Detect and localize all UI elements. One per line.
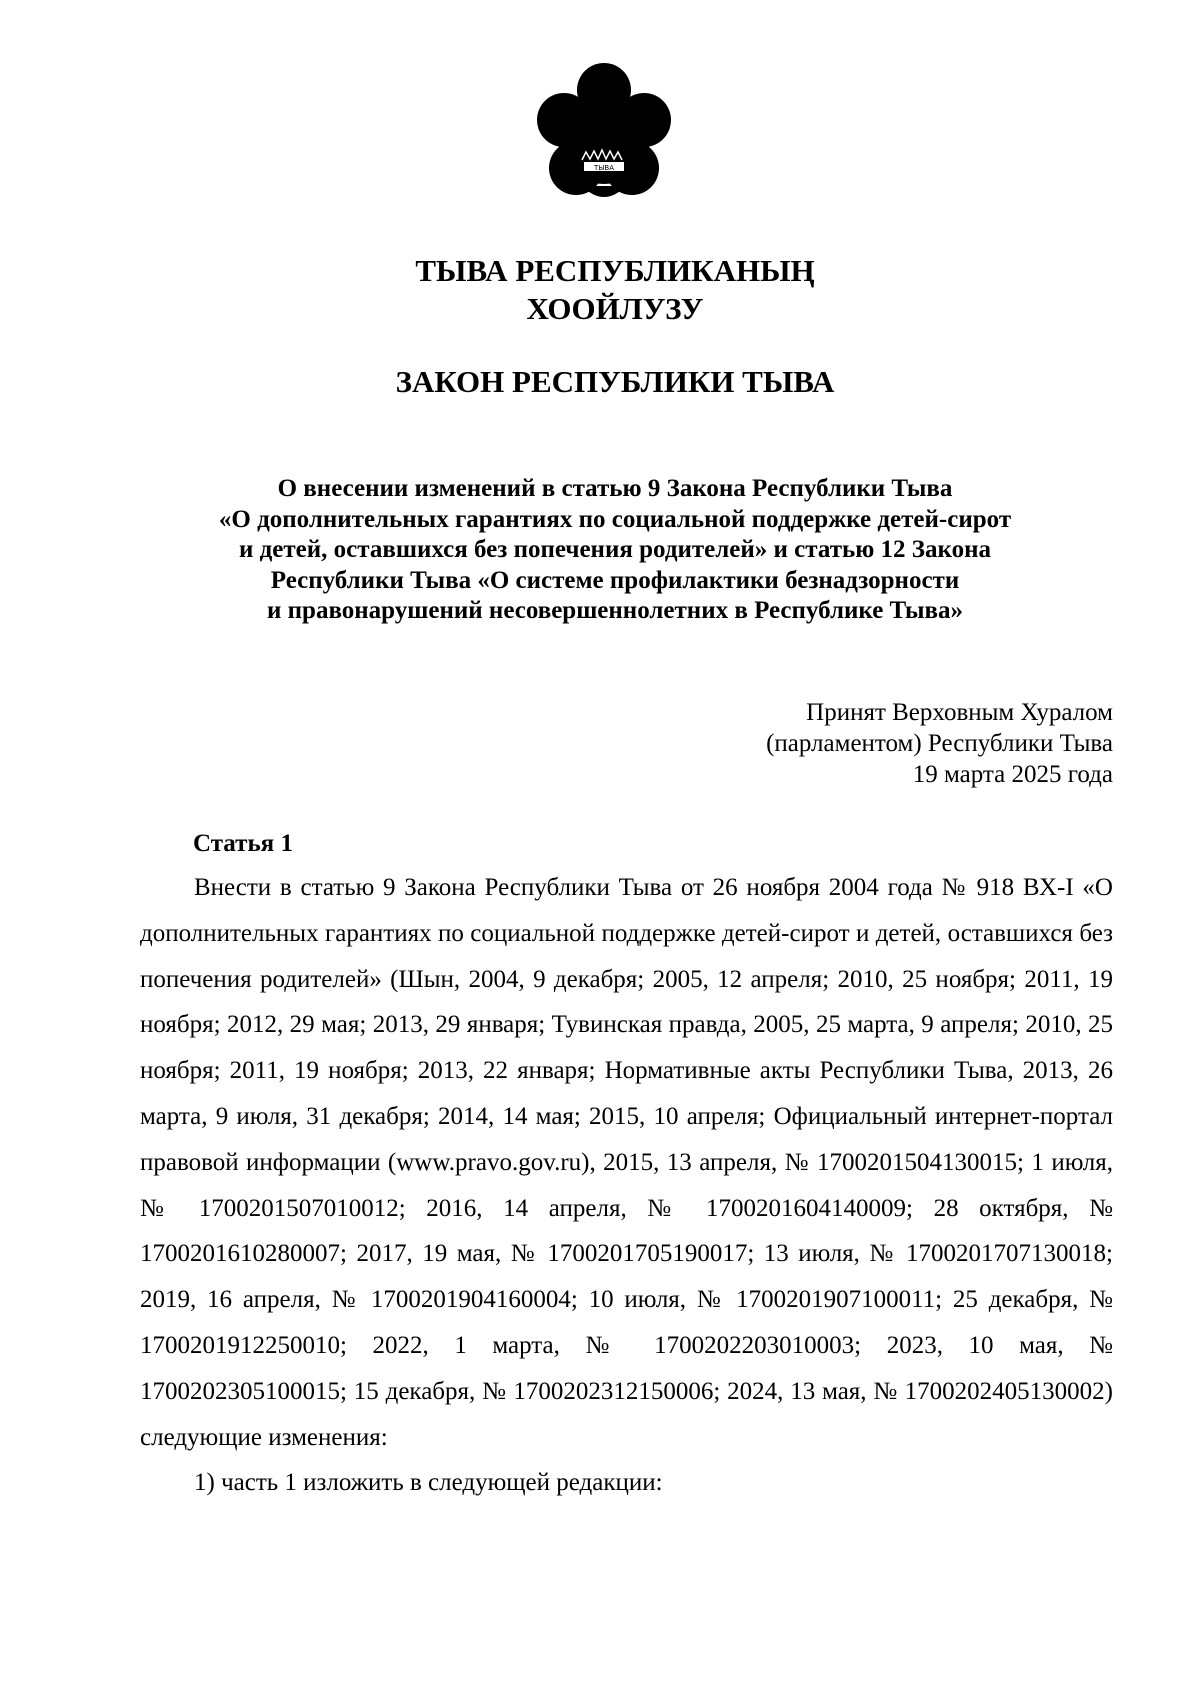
subject-line: и правонарушений несовершеннолетних в Республике Тыва» xyxy=(266,597,963,624)
tuvan-title-line1: ТЫВА РЕСПУБЛИКАНЫҢ xyxy=(415,253,815,288)
law-subject xyxy=(0,474,1200,627)
subject-line: «О дополнительных гарантиях по социальной поддержке детей-сирот xyxy=(218,505,1012,533)
tuvan-title-line2: ХООЙЛУЗУ xyxy=(526,291,704,326)
article-1-body xyxy=(140,865,1113,1506)
russian-title: ЗАКОН РЕСПУБЛИКИ ТЫВА xyxy=(395,364,835,399)
adoption-date: 19 марта 2025 года xyxy=(912,761,1113,788)
adoption-note xyxy=(593,697,1113,790)
article-1-title: Статья 1 xyxy=(193,830,293,857)
adoption-line2: (парламентом) Республики Тыва xyxy=(766,730,1113,757)
subject-line: О внесении изменений в статью 9 Закона Республики Тыва xyxy=(277,475,953,502)
article-1-paragraph: Внести в статью 9 Закона Республики Тыва от 26 ноября 2004 года № 918 ВХ-I «О дополнительных гарантиях по социальной поддержке детей-сирот и детей, оставшихся без попечения родителей» (Шын, 2004, 9 декабря; 2005, 12 апреля; 2010, 25 ноября; 2011, 19 ноября; 2012, 29 мая; 2013, 29 января; Тувинская правда, 2005, 25 марта, 9 апреля; 2010, 25 ноября; 2011, 19 ноября; 2013, 22 января; Нормативные акты Республики Тыва, 2013, 26 марта, 9 июля, 31 декабря; 2014, 14 мая; 2015, 10 апреля; Официальный интернет-портал правовой информации (www.pravo.gov.ru), 2015, 13 апреля, № 1700201504130015; 1 июля, № 1700201507010012; 2016, 14 апреля, № 1700201604140009; 28 октября, № 1700201610280007; 2017, 19 мая, № 1700201705190017; 13 июля, № 1700201707130018; 2019, 16 апреля, № 1700201904160004; 10 июля, № 1700201907100011; 25 декабря, № 1700201912250010; 2022, 1 марта, № 1700202203010003; 2023, 10 мая, № 1700202305100015; 15 декабря, № 1700202312150006; 2024, 13 мая, № 1700202405130002) следующие изменения: xyxy=(140,874,1113,1451)
adoption-line1: Принят Верховным Хуралом xyxy=(806,699,1113,726)
emblem-inscription: ТЫВА xyxy=(593,164,615,172)
article-1-item-1: 1) часть 1 изложить в следующей редакции: xyxy=(194,1469,663,1497)
tuvan-title xyxy=(0,252,1200,328)
subject-line: и детей, оставшихся без попечения родителей» и статью 12 Закона xyxy=(238,536,991,563)
subject-line: Республики Тыва «О системе профилактики безнадзорности xyxy=(270,566,960,594)
tuva-coat-of-arms-icon xyxy=(536,62,672,212)
